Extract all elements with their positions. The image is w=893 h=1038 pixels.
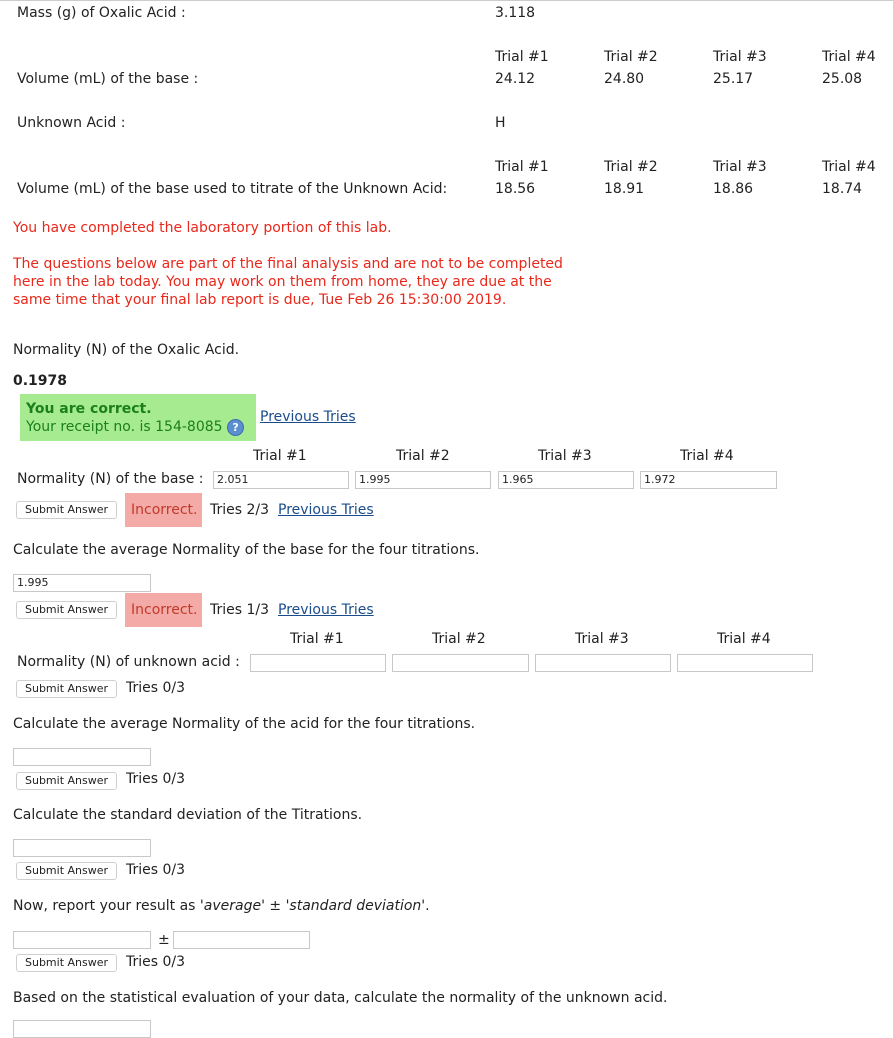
q4-trial-header-3: Trial #3 [575, 631, 629, 647]
completed-notice: You have completed the laboratory portion of this lab. [13, 220, 392, 236]
q2-trial-header-1: Trial #1 [253, 448, 307, 464]
q5-tries: Tries 0/3 [126, 771, 186, 787]
q5-submit-button[interactable]: Submit Answer [16, 772, 117, 790]
q2-trial-3-input[interactable]: 1.965 [498, 471, 634, 489]
due-notice-line-2: here in the lab today. You may work on them from home, they are due at the [13, 274, 552, 290]
unknown-volume-trial-3: 18.86 [713, 181, 754, 197]
q4-trial-4-input[interactable] [677, 654, 813, 672]
plus-minus-symbol: ± [158, 932, 170, 948]
q7-sd-input[interactable] [173, 931, 310, 949]
trial-header-1: Trial #1 [495, 49, 549, 65]
unknown-volume-trial-1: 18.56 [495, 181, 536, 197]
q2-previous-tries-link[interactable]: Previous Tries [278, 502, 374, 518]
q2-trial-header-4: Trial #4 [680, 448, 734, 464]
q3-submit-button[interactable]: Submit Answer [16, 601, 117, 619]
trial-header-3: Trial #3 [713, 159, 767, 175]
q4-trial-header-2: Trial #2 [432, 631, 486, 647]
correct-title: You are correct. [26, 401, 152, 417]
unknown-acid-value: H [495, 115, 506, 131]
q2-submit-button[interactable]: Submit Answer [16, 501, 117, 519]
mass-value: 3.118 [495, 5, 536, 21]
q5-prompt: Calculate the average Normality of the acid for the four titrations. [13, 716, 476, 732]
top-divider [0, 0, 893, 1]
due-notice-line-1: The questions below are part of the final analysis and are not to be completed [13, 256, 563, 272]
q6-prompt: Calculate the standard deviation of the Titrations. [13, 807, 363, 823]
base-volume-label: Volume (mL) of the base : [17, 71, 199, 87]
q1-prompt: Normality (N) of the Oxalic Acid. [13, 342, 240, 358]
q6-submit-button[interactable]: Submit Answer [16, 862, 117, 880]
q1-previous-tries-link[interactable]: Previous Tries [260, 409, 356, 425]
q7-average-input[interactable] [13, 931, 151, 949]
q2-incorrect-badge: Incorrect. [125, 493, 202, 527]
q2-trial-1-input[interactable]: 2.051 [213, 471, 349, 489]
q5-input[interactable] [13, 748, 151, 766]
q2-trial-header-2: Trial #2 [396, 448, 450, 464]
q2-trial-4-input[interactable]: 1.972 [640, 471, 777, 489]
trial-header-2: Trial #2 [604, 159, 658, 175]
trial-header-4: Trial #4 [822, 159, 876, 175]
q7-prompt-end: . [425, 898, 430, 914]
q8-input[interactable] [13, 1020, 151, 1038]
q4-trial-3-input[interactable] [535, 654, 671, 672]
q4-label: Normality (N) of unknown acid : [17, 654, 240, 670]
q7-submit-button[interactable]: Submit Answer [16, 954, 117, 972]
q7-prompt [13, 898, 430, 914]
correct-feedback [20, 394, 256, 441]
base-volume-trial-1: 24.12 [495, 71, 536, 87]
due-notice-line-3: same time that your final lab report is due, Tue Feb 26 15:30:00 2019. [13, 292, 507, 308]
q2-tries: Tries 2/3 [210, 502, 270, 518]
unknown-volume-trial-4: 18.74 [822, 181, 863, 197]
base-volume-trial-3: 25.17 [713, 71, 754, 87]
unknown-volume-trial-2: 18.91 [604, 181, 645, 197]
q8-prompt: Based on the statistical evaluation of your data, calculate the normality of the unknown acid. [13, 990, 668, 1006]
q7-tries: Tries 0/3 [126, 954, 186, 970]
q3-tries: Tries 1/3 [210, 602, 270, 618]
receipt-text: Your receipt no. is 154-8085 [26, 419, 223, 435]
q4-trial-header-1: Trial #1 [290, 631, 344, 647]
q3-incorrect-badge: Incorrect. [125, 593, 202, 627]
trial-header-2: Trial #2 [604, 49, 658, 65]
q3-previous-tries-link[interactable]: Previous Tries [278, 602, 374, 618]
q4-trial-2-input[interactable] [392, 654, 529, 672]
q4-submit-button[interactable]: Submit Answer [16, 680, 117, 698]
q3-prompt: Calculate the average Normality of the base for the four titrations. [13, 542, 480, 558]
base-volume-trial-2: 24.80 [604, 71, 645, 87]
q7-prompt-average: 'average' [199, 898, 265, 914]
unknown-acid-label: Unknown Acid : [17, 115, 126, 131]
mass-label: Mass (g) of Oxalic Acid : [17, 5, 186, 21]
help-icon[interactable]: ? [227, 419, 244, 436]
base-volume-trial-4: 25.08 [822, 71, 863, 87]
q6-input[interactable] [13, 839, 151, 857]
q4-trial-header-4: Trial #4 [717, 631, 771, 647]
q6-tries: Tries 0/3 [126, 862, 186, 878]
q4-trial-1-input[interactable] [250, 654, 386, 672]
trial-header-4: Trial #4 [822, 49, 876, 65]
trial-header-1: Trial #1 [495, 159, 549, 175]
q3-input[interactable]: 1.995 [13, 574, 151, 592]
q1-answer: 0.1978 [13, 373, 68, 389]
q2-trial-header-3: Trial #3 [538, 448, 592, 464]
q2-trial-2-input[interactable]: 1.995 [355, 471, 491, 489]
unknown-volume-label: Volume (mL) of the base used to titrate of the Unknown Acid: [17, 181, 448, 197]
q7-prompt-start: Now, report your result as [13, 898, 200, 914]
q7-prompt-sd: 'standard deviation' [285, 898, 426, 914]
q4-tries: Tries 0/3 [126, 680, 186, 696]
trial-header-3: Trial #3 [713, 49, 767, 65]
q2-label: Normality (N) of the base : [17, 471, 204, 487]
q7-prompt-pm: ± [264, 898, 286, 914]
